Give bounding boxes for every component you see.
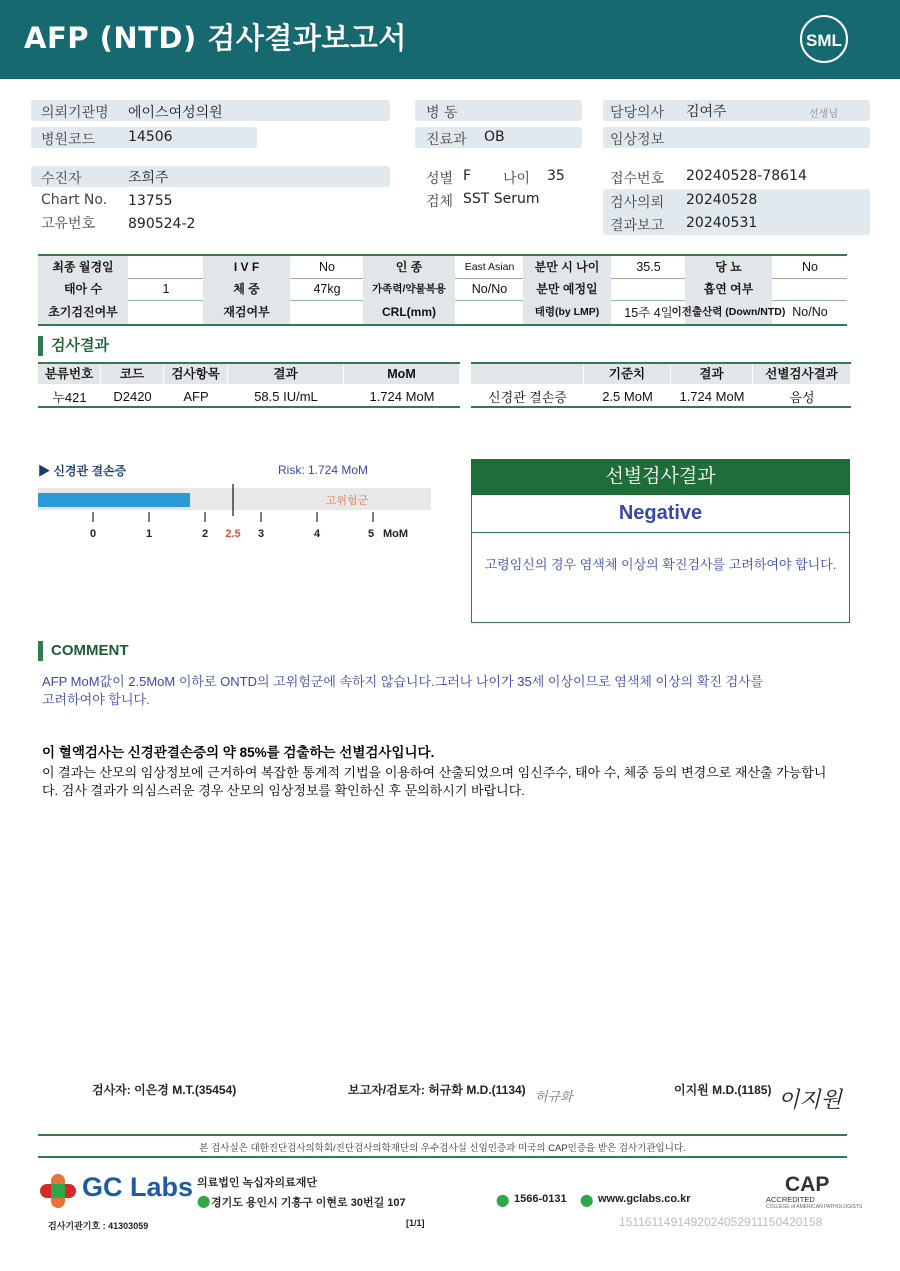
- gc-cross-icon: [38, 1172, 78, 1210]
- patient-box: [31, 166, 390, 187]
- web-icon: ⬤: [580, 1193, 594, 1207]
- results-value-cell: 음성: [789, 389, 815, 405]
- hospital-code-value: 14506: [128, 129, 173, 145]
- report-label: 결과보고: [610, 218, 665, 234]
- cap-college: COLLEGE of AMERICAN PATHOLOGISTS: [766, 1204, 863, 1210]
- cert-note: 본 검사실은 대한진단검사의학회/진단검사의학재단의 우수검사실 신임인증과 미국의 CAP인증을 받은 검사기관입니다.: [199, 1143, 686, 1154]
- request-label: 검사의뢰: [610, 195, 665, 211]
- director-signature: 이지원 M.D.(1185): [674, 1083, 772, 1097]
- clinical-field-label: 당 뇨: [685, 256, 772, 278]
- gauge-unit: MoM: [383, 528, 409, 540]
- gauge-title: ▶ 신경관 결손증: [38, 464, 127, 478]
- clinical-field-value: No/No: [792, 305, 828, 319]
- notice-line-1: 이 결과는 산모의 임상정보에 근거하여 복잡한 통계적 기법을 이용하여 산출되었으며 임신주수, 태아 수, 체중 등의 변경으로 재산출 가능합니: [42, 765, 827, 780]
- document-number: 1511611491492024052911150420158: [619, 1215, 823, 1229]
- clinical-field-value: [129, 300, 203, 324]
- reporter-signature: 보고자/검토자: 허규화 M.D.(1134): [348, 1083, 526, 1097]
- results-value-cell: 1.724 MoM: [679, 388, 745, 404]
- address: 경기도 용인시 기흥구 이현로 30번길 107: [211, 1197, 406, 1209]
- results-header-cell: 결과: [671, 364, 752, 384]
- gauge-tick-label: 2: [201, 528, 209, 540]
- ward-label: 병 동: [426, 105, 458, 121]
- clinical-field-label: I V F: [203, 256, 290, 278]
- results-value-cell: AFP: [183, 388, 209, 404]
- chart-value: 13755: [128, 193, 173, 209]
- clinical-field-label: 태아 수: [38, 278, 128, 300]
- clinical-field-value: [612, 278, 685, 300]
- gauge-tick-label: 2.5: [225, 528, 241, 540]
- comment-line-1: AFP MoM값이 2.5MoM 이하로 ONTD의 고위험군에 속하지 않습니다.그러나 나이가 35세 이상이므로 염색체 이상의 확진 검사를: [42, 674, 764, 689]
- screening-note: 고령임신의 경우 염색체 이상의 확진검사를 고려하여야 합니다.: [484, 557, 837, 572]
- gauge-tick-label: 5: [367, 528, 375, 540]
- clinical-field-value: 47kg: [313, 282, 341, 296]
- doctor-value: 김여주: [686, 104, 727, 120]
- results-value-cell: 신경관 결손증: [488, 389, 567, 405]
- phone: 1566-0131: [514, 1193, 567, 1205]
- patient-value: 조희주: [128, 170, 169, 186]
- cap-accredited: ACCREDITED: [766, 1195, 815, 1204]
- gauge-risk-label: Risk: 1.724 MoM: [278, 463, 369, 477]
- comment-line-2: 고려하여야 합니다.: [42, 692, 150, 707]
- clinical-field-value: East Asian: [464, 261, 515, 273]
- cap-logo: CAP: [785, 1173, 830, 1196]
- chart-label: Chart No.: [41, 192, 108, 208]
- clinical-field-value: No: [319, 260, 335, 274]
- receipt-label: 접수번호: [610, 171, 665, 187]
- clinical-field-value: [129, 256, 203, 278]
- gauge-tick-label: 0: [89, 528, 97, 540]
- receipt-value: 20240528-78614: [686, 168, 807, 184]
- results-header-cell: [471, 364, 583, 384]
- notice-bold: 이 혈액검사는 신경관결손증의 약 85%를 검출하는 선별검사입니다.: [42, 745, 435, 760]
- results-value-cell: 58.5 IU/mL: [254, 388, 318, 404]
- reporter-handwritten-sign: 허규화: [535, 1090, 573, 1105]
- results-header-cell: MoM: [344, 364, 459, 384]
- patient-label: 수진자: [41, 171, 82, 187]
- notice-line-2: 다. 검사 결과가 의심스러운 경우 산모의 임상정보를 확인하신 후 문의하시기 바랍니다.: [42, 783, 525, 798]
- results-header-cell: 검사항목: [164, 364, 227, 384]
- gc-labs-logo: GC Labs: [82, 1172, 194, 1202]
- gauge-ticks: [90, 512, 374, 540]
- clinical-field-label: 체 중: [203, 278, 290, 300]
- gauge-value-bar: [38, 493, 190, 507]
- results-header-cell: 결과: [228, 364, 343, 384]
- clinical-field-label: 분만 예정일: [523, 278, 611, 300]
- specimen-value: SST Serum: [463, 191, 540, 207]
- clinical-field-label: 태령(by LMP): [523, 300, 611, 324]
- doctor-label: 담당의사: [610, 105, 665, 121]
- results-table-bottom: [38, 406, 460, 408]
- gauge-high-risk-label: 고위험군: [325, 495, 369, 507]
- dept-label: 진료과: [426, 132, 467, 148]
- sml-logo: [798, 14, 850, 64]
- clinical-field-label: CRL(mm): [363, 300, 455, 324]
- dept-value: OB: [484, 129, 505, 145]
- results-header-cell: 선별검사결과: [753, 364, 850, 384]
- gauge-tick-label: 1: [145, 528, 153, 540]
- phone-icon: ⬤: [496, 1193, 510, 1207]
- clinical-field-label: 초기검진여부: [38, 300, 128, 324]
- gauge-chart: [38, 482, 438, 544]
- results-value-cell: 2.5 MoM: [602, 388, 653, 404]
- institution-value: 에이스여성의원: [128, 105, 223, 121]
- sex-label: 성별: [426, 171, 454, 187]
- results-table-bottom: [471, 406, 851, 408]
- results-value-cell: 1.724 MoM: [369, 388, 435, 404]
- page-number: [1/1]: [406, 1218, 425, 1228]
- clinical-field-value: 35.5: [636, 260, 661, 274]
- clinical-field-value: 15주 4일: [624, 306, 673, 320]
- clinical-field-label: 최종 월경일: [38, 256, 128, 278]
- footer-top-line: [38, 1134, 847, 1136]
- results-section-title: 검사결과: [38, 336, 109, 356]
- clinical-field-label: 재검여부: [203, 300, 290, 324]
- report-value: 20240531: [686, 215, 758, 231]
- clinical-field-label: 흡연 여부: [685, 278, 772, 300]
- results-header-cell: 분류번호: [38, 364, 100, 384]
- uid-value: 890524-2: [128, 216, 196, 232]
- screening-title: 선별검사결과: [471, 459, 850, 495]
- footer-bottom-line: [38, 1156, 847, 1158]
- clinical-field-value: [291, 300, 363, 324]
- screening-result: Negative: [618, 502, 703, 524]
- screening-divider: [471, 532, 850, 533]
- results-value-cell: D2420: [113, 388, 152, 404]
- foundation-name: 의료법인 녹십자의료재단: [197, 1177, 317, 1189]
- results-header-cell: 코드: [101, 364, 163, 384]
- clinical-field-value: [773, 278, 847, 300]
- hospital-code-label: 병원코드: [41, 132, 96, 148]
- comment-title: COMMENT: [38, 641, 129, 661]
- request-value: 20240528: [686, 192, 758, 208]
- institution-label: 의뢰기관명: [41, 105, 109, 121]
- clinical-field-label: 분만 시 나이: [523, 256, 611, 278]
- clinical-field-label: 인 종: [363, 256, 455, 278]
- clinical-label: 임상정보: [610, 132, 665, 148]
- results-value-cell: 누421: [52, 389, 87, 405]
- clinical-field-value: No/No: [471, 282, 508, 296]
- gauge-tick-label: 3: [257, 528, 265, 540]
- clinical-table-bottom: [38, 324, 847, 326]
- specimen-label: 검체: [426, 194, 454, 210]
- uid-label: 고유번호: [41, 216, 96, 232]
- age-value: 35: [547, 168, 565, 184]
- clinical-field-value: No: [802, 260, 818, 274]
- location-icon: ⬤: [197, 1194, 211, 1208]
- tester-signature: 검사자: 이은경 M.T.(35454): [92, 1083, 237, 1097]
- clinical-field-label: 이전출산력 (Down/NTD): [685, 300, 772, 324]
- clinical-field-value: [456, 300, 523, 324]
- results-header-cell: 기준치: [584, 364, 670, 384]
- doctor-suffix: 선생님: [809, 109, 838, 120]
- institution-code: 검사기관기호 : 41303059: [48, 1221, 149, 1231]
- report-title: AFP (NTD) 검사결과보고서: [24, 21, 407, 55]
- clinical-field-value: 1: [162, 282, 170, 296]
- gauge-tick-label: 4: [313, 528, 321, 540]
- director-handwritten-sign: 이지원: [778, 1088, 842, 1113]
- clinical-field-label: 가족력/약물복용: [363, 278, 455, 300]
- sex-value: F: [463, 168, 472, 184]
- sml-logo-text: SML: [806, 31, 842, 50]
- website[interactable]: www.gclabs.co.kr: [598, 1193, 691, 1205]
- age-label: 나이: [503, 171, 531, 187]
